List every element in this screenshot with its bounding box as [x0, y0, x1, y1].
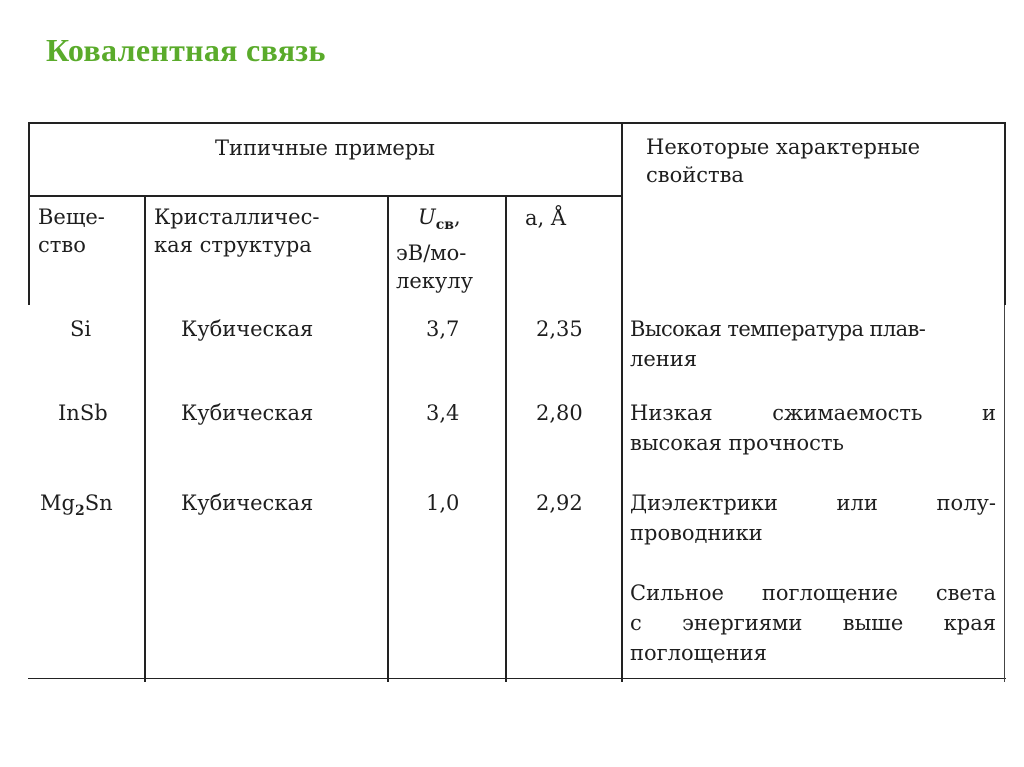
row-mg2sn-structure: Кубическая	[181, 491, 314, 515]
row-mg2sn-energy: 1,0	[426, 491, 460, 515]
property-2-line1: Низкая сжимаемость и	[630, 401, 996, 425]
group-header-rule	[28, 195, 622, 197]
rule-right-lower	[1004, 305, 1005, 682]
property-2-line2: высокая прочность	[630, 431, 844, 455]
properties-header	[646, 133, 996, 189]
rule-after-structure	[387, 196, 389, 682]
row-si-structure: Кубическая	[181, 317, 314, 341]
property-1-line2: ления	[630, 347, 698, 371]
col-header-structure	[154, 203, 384, 259]
col-header-energy-line2: эВ/мо-	[396, 241, 467, 266]
col-header-energy-line3: лекулу	[396, 269, 473, 294]
property-4-line1: Сильное поглощение света	[630, 581, 996, 605]
rule-after-a	[621, 122, 623, 682]
row-si-energy: 3,7	[426, 317, 460, 341]
table-bottom-rule	[28, 678, 1006, 679]
row-si-a: 2,35	[536, 317, 583, 341]
property-3	[630, 488, 996, 548]
mg2sn-main: Mg	[40, 491, 75, 515]
rule-after-energy	[505, 196, 507, 682]
row-si-substance: Si	[70, 317, 92, 341]
property-4	[630, 578, 996, 668]
properties-header-text: Некоторые характерные свойства	[646, 135, 921, 187]
rule-after-substance	[144, 196, 146, 682]
property-1	[630, 314, 996, 374]
energy-subscript: св	[435, 217, 454, 234]
mg2sn-subscript: 2	[74, 503, 85, 520]
energy-comma: ,	[453, 205, 461, 229]
col-header-substance-line2: ство	[38, 233, 86, 257]
property-1-line1: Высокая температура плав-	[630, 317, 926, 341]
row-mg2sn-substance	[40, 488, 113, 526]
col-header-a	[525, 203, 615, 233]
mg2sn-tail: Sn	[84, 491, 113, 515]
col-header-substance-line1: Веще-	[38, 205, 105, 229]
col-header-substance	[38, 203, 138, 259]
col-header-energy-line1	[396, 203, 502, 239]
row-insb-structure: Кубическая	[181, 401, 314, 425]
property-2	[630, 398, 996, 458]
col-header-structure-line2: кая структура	[154, 233, 312, 257]
property-3-line1: Диэлектрики или полу-	[630, 491, 996, 515]
row-insb-a: 2,80	[536, 401, 583, 425]
group-header: Типичные примеры	[214, 136, 436, 160]
row-insb-substance: InSb	[58, 401, 108, 425]
property-4-line2: с энергиями выше края	[630, 611, 996, 635]
row-mg2sn-a: 2,92	[536, 491, 583, 515]
rule-right	[1004, 122, 1006, 305]
energy-symbol: U	[418, 205, 436, 229]
slide-title: Ковалентная связь	[46, 32, 326, 68]
col-header-energy	[396, 203, 502, 295]
col-header-a-text: a, Å	[525, 206, 567, 230]
col-header-structure-line1: Кристалличес-	[154, 205, 320, 229]
property-3-line2: проводники	[630, 521, 763, 545]
table-top-rule	[28, 122, 1006, 124]
row-insb-energy: 3,4	[426, 401, 460, 425]
property-4-line3: поглощения	[630, 641, 767, 665]
